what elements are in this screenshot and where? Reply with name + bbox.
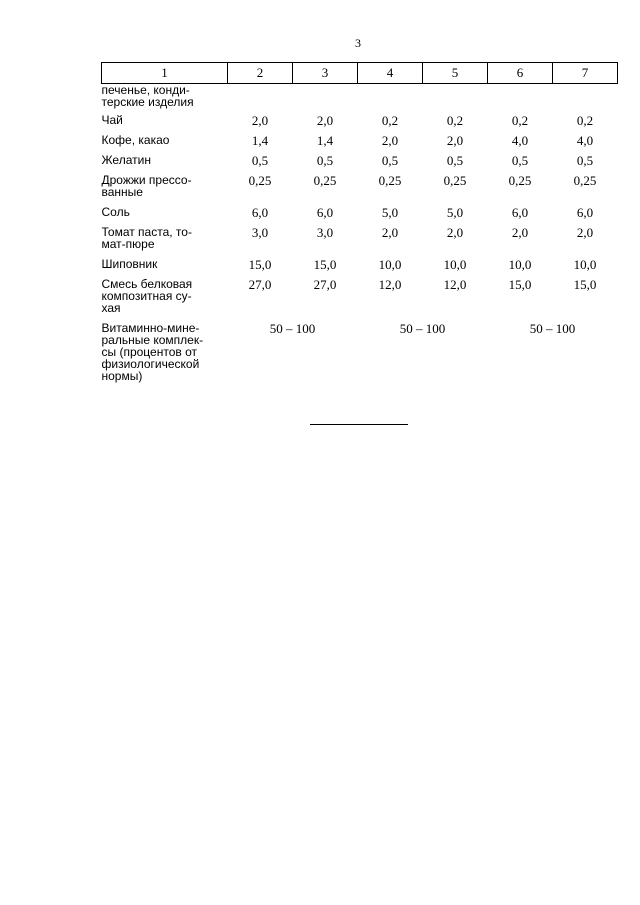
table-row — [102, 114, 618, 134]
cell-value: 10,0 — [443, 257, 467, 272]
cell-value: 15,0 — [248, 257, 272, 272]
cell-value: 10,0 — [378, 257, 402, 272]
cell-value: 6,0 — [511, 205, 529, 220]
column-header-3: 3 — [293, 63, 358, 84]
cell-value: 0,25 — [443, 173, 467, 188]
cell-value: 1,4 — [316, 133, 334, 148]
cell-value: 0,2 — [446, 113, 464, 128]
cell-value: 0,2 — [381, 113, 399, 128]
cell-value: 15,0 — [508, 277, 532, 292]
cell-value: 0,25 — [248, 173, 272, 188]
cell-value: 4,0 — [511, 133, 529, 148]
row-label: Кофе, какао — [101, 133, 170, 147]
cell-value: 2,0 — [446, 133, 464, 148]
cell-value: 0,5 — [381, 153, 399, 168]
cell-value: 2,0 — [381, 133, 399, 148]
cell-value: 10,0 — [573, 257, 597, 272]
page-number: 3 — [355, 36, 361, 50]
table-row — [102, 322, 618, 394]
cell-value: 27,0 — [248, 277, 272, 292]
table-row — [102, 226, 618, 258]
cell-value: 3,0 — [316, 225, 334, 240]
cell-value: 0,25 — [508, 173, 532, 188]
cell-value: 2,0 — [251, 113, 269, 128]
cell-value: 6,0 — [251, 205, 269, 220]
table-row — [102, 206, 618, 226]
cell-value: 0,5 — [511, 153, 529, 168]
row-label: Витаминно-мине- ральные комплек- сы (процентов от физиологической нормы) — [101, 321, 204, 383]
column-header-5: 5 — [423, 63, 488, 84]
column-header-1: 1 — [102, 63, 228, 84]
row-label: Чай — [101, 113, 123, 127]
cell-value: 5,0 — [381, 205, 399, 220]
row-label: Шиповник — [101, 257, 158, 271]
cell-value: 10,0 — [508, 257, 532, 272]
column-header-7: 7 — [553, 63, 618, 84]
table-row — [102, 258, 618, 278]
cell-value: 2,0 — [446, 225, 464, 240]
row-label: Желатин — [101, 153, 151, 167]
row-label: Соль — [101, 205, 130, 219]
row-label: Томат паста, то- мат-пюре — [101, 225, 192, 251]
cell-value: 0,2 — [511, 113, 529, 128]
column-header-6: 6 — [488, 63, 553, 84]
cell-value: 0,5 — [316, 153, 334, 168]
merged-cell-value: 50 – 100 — [399, 321, 446, 336]
cell-value: 2,0 — [316, 113, 334, 128]
cell-value: 12,0 — [443, 277, 467, 292]
table-row — [102, 174, 618, 206]
cell-value: 6,0 — [316, 205, 334, 220]
row-label: Смесь белковая композитная су- хая — [101, 277, 193, 315]
cell-value: 2,0 — [511, 225, 529, 240]
cell-value: 0,5 — [446, 153, 464, 168]
cell-value: 5,0 — [446, 205, 464, 220]
header-row — [102, 63, 618, 84]
continued-row — [102, 84, 618, 115]
cell-value: 0,25 — [573, 173, 597, 188]
cell-value: 15,0 — [573, 277, 597, 292]
cell-value: 2,0 — [576, 225, 594, 240]
merged-cell-value: 50 – 100 — [269, 321, 316, 336]
cell-value: 27,0 — [313, 277, 337, 292]
column-header-2: 2 — [228, 63, 293, 84]
cell-value: 2,0 — [381, 225, 399, 240]
column-header-4: 4 — [358, 63, 423, 84]
table-row — [102, 154, 618, 174]
table-row — [102, 278, 618, 322]
cell-value: 0,25 — [313, 173, 337, 188]
table-row — [102, 134, 618, 154]
merged-cell-value: 50 – 100 — [529, 321, 576, 336]
cell-value: 3,0 — [251, 225, 269, 240]
cell-value: 0,25 — [378, 173, 402, 188]
cell-value: 0,5 — [251, 153, 269, 168]
row-label: Дрожжи прессо- ванные — [101, 173, 192, 199]
continued-label: печенье, конди- терские изделия — [101, 83, 194, 109]
cell-value: 1,4 — [251, 133, 269, 148]
end-rule — [310, 424, 408, 425]
norms-table — [101, 62, 618, 394]
cell-value: 15,0 — [313, 257, 337, 272]
cell-value: 0,2 — [576, 113, 594, 128]
cell-value: 0,5 — [576, 153, 594, 168]
cell-value: 4,0 — [576, 133, 594, 148]
cell-value: 6,0 — [576, 205, 594, 220]
cell-value: 12,0 — [378, 277, 402, 292]
